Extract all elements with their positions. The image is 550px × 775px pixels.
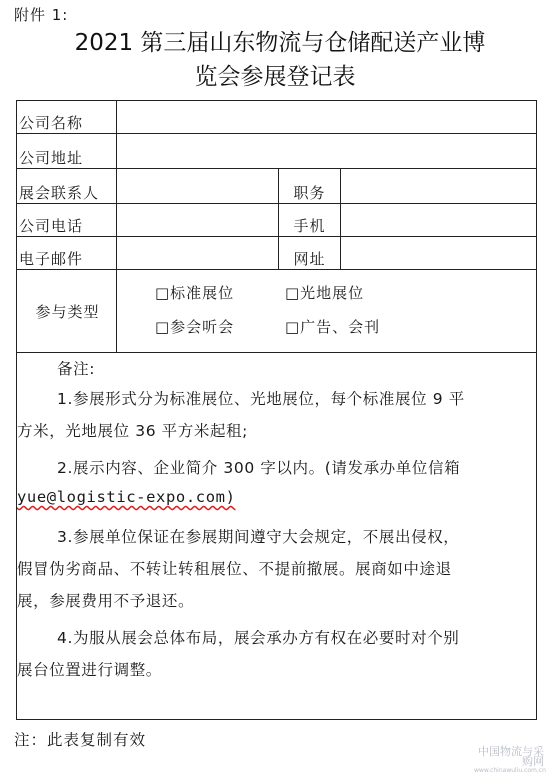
company-phone-field[interactable] bbox=[117, 204, 279, 237]
form-title-line-1: 2021 第三届山东物流与仓储配送产业博 bbox=[74, 30, 486, 56]
row-phone bbox=[17, 204, 537, 237]
note-3-line-a: 3.参展单位保证在参展期间遵守大会规定，不展出侵权， bbox=[57, 528, 460, 546]
row-email bbox=[17, 237, 537, 270]
company-phone-label: 公司电话 bbox=[17, 204, 117, 237]
registration-form-table bbox=[16, 100, 537, 720]
email-field[interactable] bbox=[117, 237, 279, 270]
website-field[interactable] bbox=[341, 237, 537, 270]
form-title-line-2: 览会参展登记表 bbox=[194, 64, 356, 90]
note-2-email: yue@logistic-expo.com) bbox=[17, 488, 236, 506]
website-label: 网址 bbox=[279, 237, 341, 270]
note-4-line-b: 展台位置进行调整。 bbox=[17, 661, 162, 679]
attachment-label: 附件 1: bbox=[14, 6, 69, 24]
participation-type-options bbox=[117, 270, 537, 353]
option-advertising-catalog[interactable]: □广告、会刊 bbox=[285, 318, 381, 336]
footer-note: 注：此表复制有效 bbox=[14, 731, 147, 749]
option-raw-space-booth[interactable]: □光地展位 bbox=[285, 284, 365, 302]
row-contact bbox=[17, 169, 537, 204]
email-label: 电子邮件 bbox=[17, 237, 117, 270]
notes-cell bbox=[17, 353, 537, 720]
mobile-label: 手机 bbox=[279, 204, 341, 237]
mobile-field[interactable] bbox=[341, 204, 537, 237]
row-company-name bbox=[17, 101, 537, 134]
position-label: 职务 bbox=[279, 169, 341, 204]
note-1-line-b: 方米，光地展位 36 平方米起租; bbox=[17, 422, 249, 440]
row-company-address bbox=[17, 134, 537, 169]
company-name-label: 公司名称 bbox=[17, 101, 117, 134]
participation-type-label: 参与类型 bbox=[17, 270, 117, 353]
option-attend-conference[interactable]: □参会听会 bbox=[155, 318, 235, 336]
watermark-main: 中国物流与采购网 bbox=[478, 745, 544, 768]
notes-heading: 备注: bbox=[57, 360, 96, 378]
note-4-line-a: 4.为服从展会总体布局，展会承办方有权在必要时对个别 bbox=[57, 629, 460, 647]
watermark-url: www.chinawuliu.com.cn bbox=[474, 767, 546, 774]
watermark-logo bbox=[474, 745, 546, 774]
company-name-field[interactable] bbox=[117, 101, 537, 134]
company-address-label: 公司地址 bbox=[17, 134, 117, 169]
option-standard-booth[interactable]: □标准展位 bbox=[155, 284, 235, 302]
note-3-line-c: 展，参展费用不予退还。 bbox=[17, 592, 195, 610]
note-1-line-a: 1.参展形式分为标准展位、光地展位，每个标准展位 9 平 bbox=[57, 390, 465, 408]
company-address-field[interactable] bbox=[117, 134, 537, 169]
row-participation-type bbox=[17, 270, 537, 353]
contact-field[interactable] bbox=[117, 169, 279, 204]
position-field[interactable] bbox=[341, 169, 537, 204]
note-3-line-b: 假冒伪劣商品、不转让转租展位、不提前撤展。展商如中途退 bbox=[17, 560, 452, 578]
row-notes bbox=[17, 353, 537, 720]
note-2-line-a: 2.展示内容、企业简介 300 字以内。(请发承办单位信箱 bbox=[57, 459, 461, 477]
contact-label: 展会联系人 bbox=[17, 169, 117, 204]
